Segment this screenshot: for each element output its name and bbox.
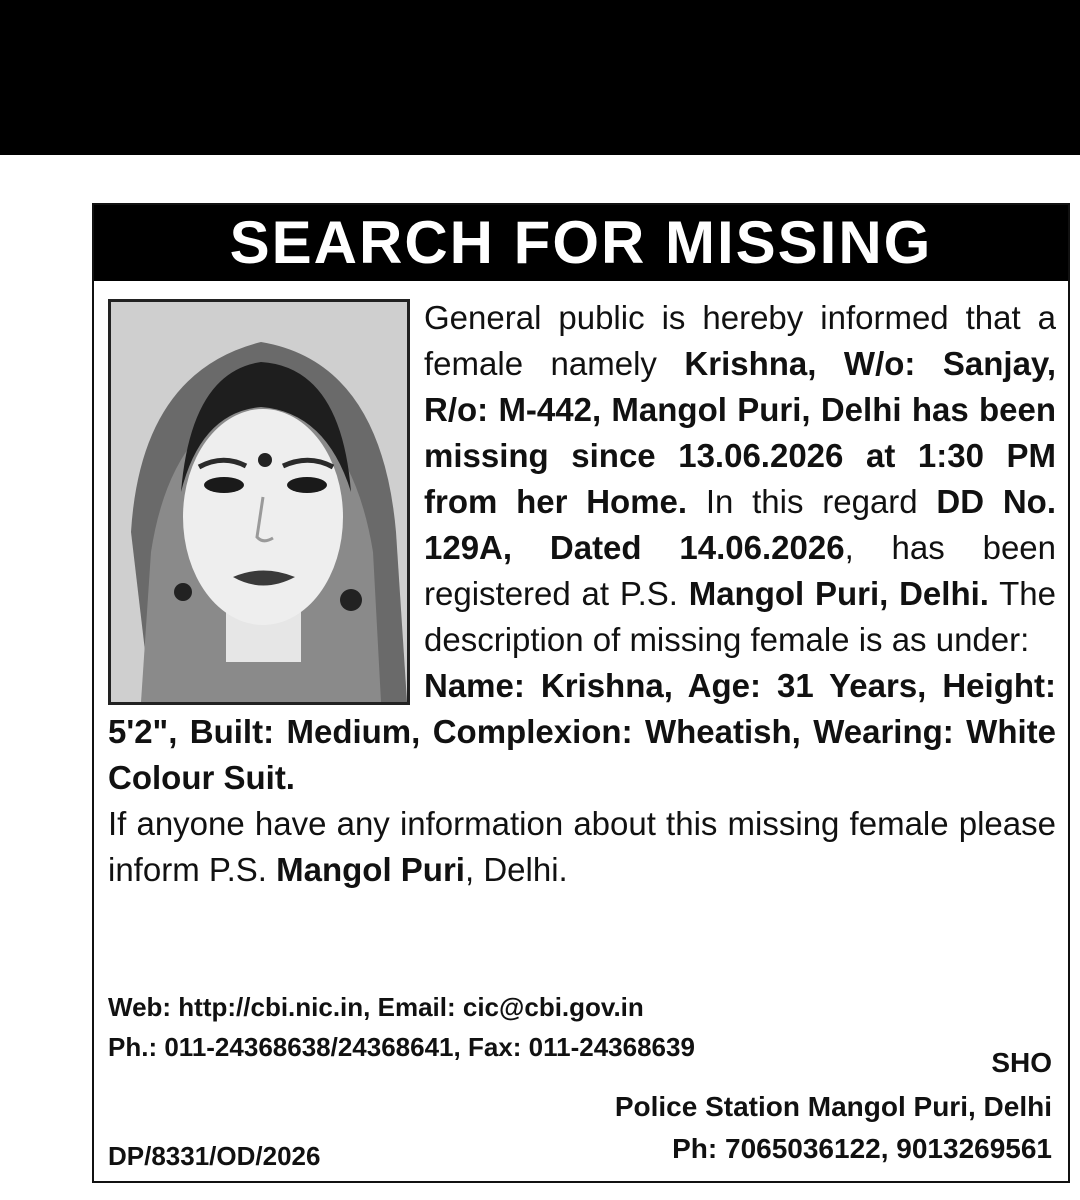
body-intro: General public is hereby informed that a female namely bbox=[424, 299, 1056, 382]
appeal-paragraph bbox=[108, 801, 1056, 893]
missing-person-notice bbox=[92, 203, 1070, 1183]
body-dd-number: DD No. 129A, Dated 14.06.2026 bbox=[424, 483, 1056, 566]
body-regard: In this regard bbox=[687, 483, 937, 520]
person-description: Name: Krishna, Age: 31 Years, Height: 5'2", Built: Medium, Complexion: Wheatish, Wearing: White Colour Suit. bbox=[108, 667, 1056, 796]
photo-spacer bbox=[108, 295, 424, 709]
body-police-station: Mangol Puri, Delhi. bbox=[688, 575, 989, 612]
signatory-phone: Ph: 7065036122, 9013269561 bbox=[672, 1133, 1052, 1164]
appeal-city: , Delhi. bbox=[464, 851, 568, 888]
notice-title: SEARCH FOR MISSING bbox=[229, 209, 933, 276]
notice-body bbox=[108, 295, 1056, 893]
signatory-station: Police Station Mangol Puri, Delhi bbox=[614, 1091, 1052, 1122]
appeal-station: Mangol Puri bbox=[276, 851, 465, 888]
body-description-intro: The description of missing female is as under: bbox=[424, 575, 1056, 658]
body-missing-details: Krishna, W/o: Sanjay, R/o: M-442, Mangol Puri, Delhi has been missing since 13.06.2026 at 1:30 PM from her Home. bbox=[424, 345, 1056, 520]
reference-code: DP/8331/OD/2026 bbox=[108, 1141, 321, 1171]
contact-block bbox=[108, 987, 695, 1067]
notice-header bbox=[94, 205, 1068, 281]
signatory-designation: SHO bbox=[991, 1047, 1052, 1078]
body-registered: , has been registered at P.S. bbox=[424, 529, 1056, 612]
web-email-line: Web: http://cbi.nic.in, Email: cic@cbi.gov.in bbox=[108, 992, 644, 1022]
top-black-band bbox=[0, 0, 1080, 155]
appeal-text: If anyone have any information about this missing female please inform P.S. bbox=[108, 805, 1056, 888]
phone-fax-line: Ph.: 011-24368638/24368641, Fax: 011-24368639 bbox=[108, 1032, 695, 1062]
